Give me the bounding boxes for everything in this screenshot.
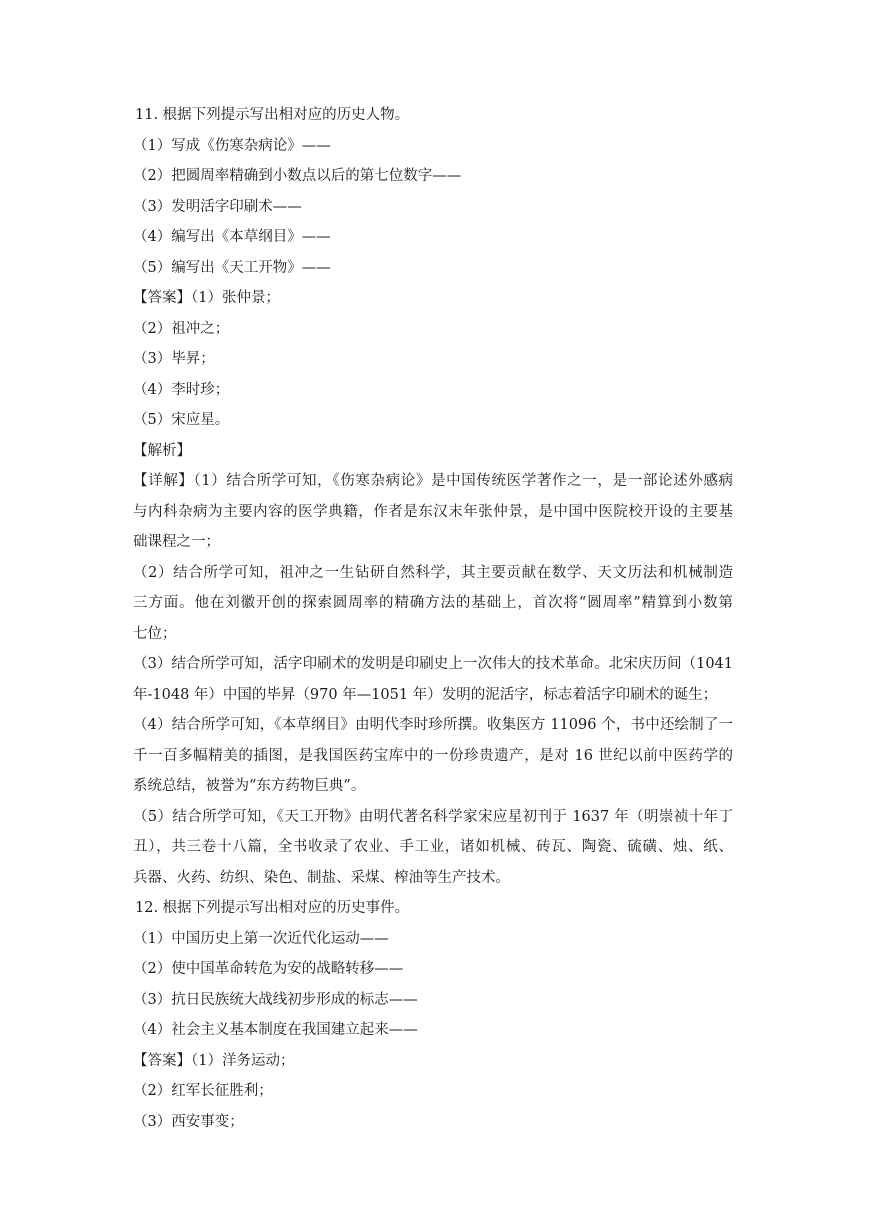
question-11-item-1: （1）写成《伤寒杂病论》—— [133,137,331,154]
question-11-answer-line-1: 【答案】（1）张仲景； [133,290,280,306]
question-11-detail-line-1: 【详解】（1）结合所学可知，《伤寒杂病论》是中国传统医学著作之一，是一部论述外感病 [133,473,733,489]
question-11-item-2: （2）把圆周率精确到小数点以后的第七位数字—— [133,168,462,184]
question-11-detail-line-8: 年-1048 年）中国的毕昇（970 年—1051 年）发明的泥活字，标志着活字印刷术的诞生； [133,686,718,703]
question-11-detail-line-11: 系统总结，被誉为“东方药物巨典”。 [133,778,366,794]
question-11-item-3: （3）发明活字印刷术—— [133,198,302,215]
question-11-detail-line-5: 三方面。他在刘徽开创的探索圆周率的精确方法的基础上，首次将“圆周率”精算到小数第 [133,595,733,611]
question-12-item-3: （3）抗日民族统大战线初步形成的标志—— [133,991,418,1008]
question-11-detail-line-2: 与内科杂病为主要内容的医学典籍，作者是东汉末年张仲景，是中国中医院校开设的主要基 [133,503,733,520]
question-11-answer-line-4: （4）李时珍； [133,381,230,398]
question-11-answer-line-2: （2）祖冲之； [133,320,230,337]
question-12-answer-line-2: （2）红军长征胜利； [133,1083,273,1099]
question-12-title: 12. 根据下列提示写出相对应的历史事件。 [135,900,410,916]
question-11-answer-line-3: （3）毕昇； [133,351,215,367]
question-11-detail-line-13: 丑），共三卷十八篇，全书收录了农业、手工业，诸如机械、砖瓦、陶瓷、硫磺、烛、纸、 [133,839,733,855]
question-11-title: 11. 根据下列提示写出相对应的历史人物。 [135,107,410,123]
question-11-detail-line-10: 千一百多幅精美的插图，是我国医药宝库中的一份珍贵遗产，是对 16 世纪以前中医药学的 [133,747,733,764]
question-12-item-1: （1）中国历史上第一次近代化运动—— [133,930,389,947]
question-11-detail-line-9: （4）结合所学可知，《本草纲目》由明代李时珍所撰。收集医方 11096 个，书中还绘制了一 [133,717,733,733]
question-12-answer-line-1: 【答案】（1）洋务运动； [133,1052,295,1069]
question-11-detail-line-3: 础课程之一； [133,534,220,550]
question-11-analysis-label: 【解析】 [133,442,191,459]
question-12-item-4: （4）社会主义基本制度在我国建立起来—— [133,1022,418,1038]
document-body [133,100,733,1137]
question-11-detail-line-12: （5）结合所学可知，《天工开物》由明代著名科学家宋应星初刊于 1637 年（明崇祯十年丁 [133,808,733,825]
question-11-detail-line-7: （3）结合所学可知，活字印刷术的发明是印刷史上一次伟大的技术革命。北宋庆历间（1041 [133,656,733,672]
question-12-answer-line-3: （3）西安事变； [133,1113,244,1130]
question-11-answer-line-5: （5）宋应星。 [133,412,230,428]
question-12-item-2: （2）使中国革命转危为安的战略转移—— [133,961,404,977]
question-11-detail-line-6: 七位； [133,625,177,642]
question-11-detail-line-4: （2）结合所学可知，祖冲之一生钻研自然科学，其主要贡献在数学、天文历法和机械制造 [133,564,733,581]
question-11-detail-line-14: 兵器、火药、纺织、染色、制盐、采煤、榨油等生产技术。 [133,869,510,886]
question-11-item-5: （5）编写出《天工开物》—— [133,259,331,276]
question-11-item-4: （4）编写出《本草纲目》—— [133,229,331,245]
